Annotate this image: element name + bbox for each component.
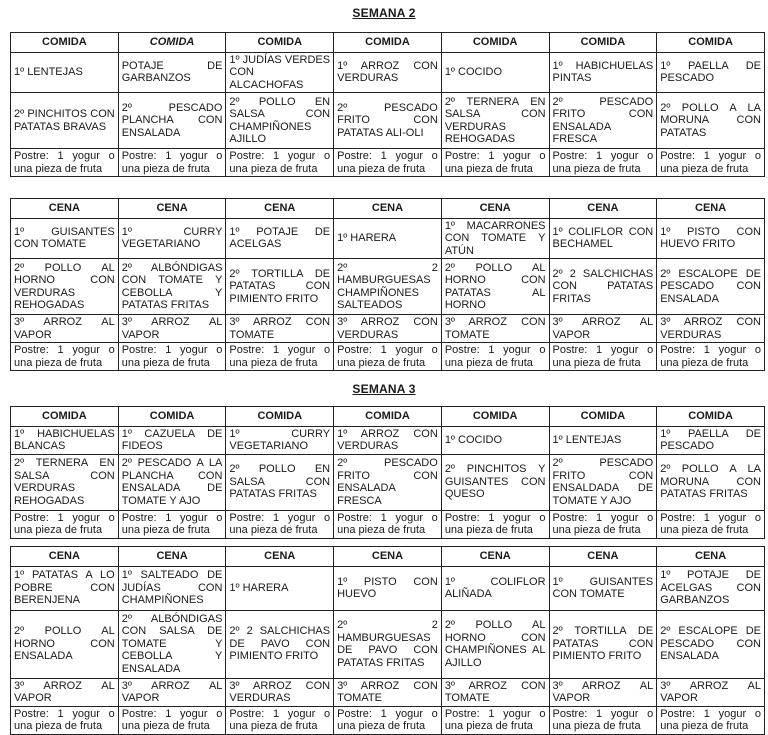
table-row <box>11 93 765 149</box>
menu-cell: Postre: 1 yogur o una pieza de fruta <box>118 510 226 538</box>
menu-cell: 2º TORTILLA DE PATATAS CON PIMIENTO FRITO <box>226 259 334 315</box>
table-row <box>11 343 765 371</box>
menu-cell: 1º LENTEJAS <box>11 52 119 93</box>
menu-cell: Postre: 1 yogur o una pieza de fruta <box>549 706 657 734</box>
menu-cell: Postre: 1 yogur o una pieza de fruta <box>118 706 226 734</box>
menu-cell: 3º ARROZ CON TOMATE <box>441 315 549 343</box>
week-3-cena-table <box>10 546 765 735</box>
table-row <box>11 52 765 93</box>
menu-cell: 2º PINCHITOS Y GUISANTES CON QUESO <box>441 454 549 510</box>
menu-cell: 1º PISTO CON HUEVO <box>334 566 442 610</box>
column-header: CENA <box>334 199 442 219</box>
week-2-comida-table <box>10 32 765 177</box>
menu-cell: 2º PESCADO PLANCHA CON ENSALADA <box>118 93 226 149</box>
column-header: CENA <box>226 547 334 567</box>
menu-cell: 2º PESCADO FRITO CON ENSALADA FRESCA <box>549 93 657 149</box>
menu-cell: 2º ESCALOPE DE PESCADO CON ENSALADA <box>657 610 765 678</box>
menu-cell: Postre: 1 yogur o una pieza de fruta <box>226 149 334 177</box>
menu-cell: 1º PISTO CON HUEVO FRITO <box>657 218 765 259</box>
table-row <box>11 566 765 610</box>
header-row <box>11 199 765 219</box>
menu-cell: 3º ARROZ CON VERDURAS <box>226 678 334 706</box>
week-3-comida-table <box>10 406 765 539</box>
column-header: CENA <box>226 199 334 219</box>
menu-cell: 2º POLLO EN SALSA CON PATATAS FRITAS <box>226 454 334 510</box>
table-row <box>11 315 765 343</box>
menu-cell: 1º COCIDO <box>441 426 549 454</box>
menu-cell: Postre: 1 yogur o una pieza de fruta <box>441 510 549 538</box>
menu-cell: 1º POTAJE DE ACELGAS <box>226 218 334 259</box>
menu-cell: 1º CURRY VEGETARIANO <box>226 426 334 454</box>
menu-cell: 1º COLIFLOR ALIÑADA <box>441 566 549 610</box>
menu-cell: 3º ARROZ CON VERDURAS <box>334 315 442 343</box>
menu-cell: Postre: 1 yogur o una pieza de fruta <box>549 149 657 177</box>
menu-cell: 3º ARROZ AL VAPOR <box>11 315 119 343</box>
header-row <box>11 33 765 53</box>
menu-cell: Postre: 1 yogur o una pieza de fruta <box>11 510 119 538</box>
menu-cell: 1º PAELLA DE PESCADO <box>657 52 765 93</box>
table-row <box>11 510 765 538</box>
table-row <box>11 218 765 259</box>
menu-cell: 2º TERNERA EN SALSA CON VERDURAS REHOGADAS <box>11 454 119 510</box>
menu-cell: Postre: 1 yogur o una pieza de fruta <box>657 343 765 371</box>
menu-cell: 3º ARROZ AL VAPOR <box>11 678 119 706</box>
menu-cell: 2º PINCHITOS CON PATATAS BRAVAS <box>11 93 119 149</box>
menu-cell: 2º PESCADO A LA PLANCHA CON ENSALADA DE TOMATE Y AJO <box>118 454 226 510</box>
menu-cell: 3º ARROZ AL VAPOR <box>549 315 657 343</box>
menu-cell: Postre: 1 yogur o una pieza de fruta <box>657 706 765 734</box>
menu-cell: 3º ARROZ CON VERDURAS <box>657 315 765 343</box>
menu-cell: 1º HABICHUELAS PINTAS <box>549 52 657 93</box>
column-header: CENA <box>118 547 226 567</box>
menu-cell: 2º POLLO EN SALSA CON CHAMPIÑONES AJILLO <box>226 93 334 149</box>
menu-cell: 2º POLLO AL HORNO CON ENSALADA <box>11 610 119 678</box>
menu-cell: Postre: 1 yogur o una pieza de fruta <box>334 149 442 177</box>
menu-cell: 3º ARROZ CON TOMATE <box>441 678 549 706</box>
menu-cell: 2º PESCADO FRITO CON ENSALADA FRESCA <box>334 454 442 510</box>
column-header: CENA <box>657 199 765 219</box>
menu-cell: 2º ESCALOPE DE PESCADO CON ENSALADA <box>657 259 765 315</box>
column-header: COMIDA <box>11 33 119 53</box>
column-header: CENA <box>11 547 119 567</box>
column-header: COMIDA <box>118 33 226 53</box>
column-header: CENA <box>549 547 657 567</box>
menu-cell: Postre: 1 yogur o una pieza de fruta <box>118 343 226 371</box>
column-header: CENA <box>118 199 226 219</box>
menu-cell: 1º HARERA <box>226 566 334 610</box>
menu-cell: 1º ARROZ CON VERDURAS <box>334 52 442 93</box>
table-row <box>11 426 765 454</box>
menu-cell: POTAJE DE GARBANZOS <box>118 52 226 93</box>
menu-cell: 3º ARROZ AL VAPOR <box>549 678 657 706</box>
menu-cell: Postre: 1 yogur o una pieza de fruta <box>657 149 765 177</box>
menu-cell: 2º PESCADO FRITO CON ENSALDADA DE TOMATE Y AJO <box>549 454 657 510</box>
column-header: COMIDA <box>11 407 119 427</box>
menu-cell: Postre: 1 yogur o una pieza de fruta <box>334 510 442 538</box>
table-row <box>11 678 765 706</box>
menu-cell: Postre: 1 yogur o una pieza de fruta <box>549 510 657 538</box>
menu-cell: Postre: 1 yogur o una pieza de fruta <box>226 706 334 734</box>
menu-cell: 1º GUISANTES CON TOMATE <box>11 218 119 259</box>
menu-cell: 1º JUDÍAS VERDES CON ALCACHOFAS <box>226 52 334 93</box>
table-row <box>11 259 765 315</box>
column-header: COMIDA <box>441 407 549 427</box>
menu-cell: 2º TERNERA EN SALSA CON VERDURAS REHOGADAS <box>441 93 549 149</box>
menu-cell: 1º GUISANTES CON TOMATE <box>549 566 657 610</box>
menu-cell: 2º TORTILLA DE PATATAS CON PIMIENTO FRITO <box>549 610 657 678</box>
menu-cell: 1º SALTEADO DE JUDÍAS CON CHAMPIÑONES <box>118 566 226 610</box>
column-header: CENA <box>441 199 549 219</box>
menu-cell: Postre: 1 yogur o una pieza de fruta <box>549 343 657 371</box>
column-header: COMIDA <box>118 407 226 427</box>
table-row <box>11 149 765 177</box>
menu-cell: 3º ARROZ AL VAPOR <box>118 678 226 706</box>
menu-cell: 2º PESCADO FRITO CON PATATAS ALI-OLI <box>334 93 442 149</box>
menu-cell: 2º 2 HAMBURGUESAS DE PAVO CON PATATAS FRITAS <box>334 610 442 678</box>
menu-cell: Postre: 1 yogur o una pieza de fruta <box>334 706 442 734</box>
column-header: COMIDA <box>334 407 442 427</box>
menu-cell: 3º ARROZ AL VAPOR <box>118 315 226 343</box>
menu-cell: 3º ARROZ CON TOMATE <box>334 678 442 706</box>
header-row <box>11 407 765 427</box>
menu-cell: Postre: 1 yogur o una pieza de fruta <box>334 343 442 371</box>
column-header: COMIDA <box>657 33 765 53</box>
menu-cell: 2º POLLO AL HORNO CON PATATAS AL HORNO <box>441 259 549 315</box>
table-row <box>11 706 765 734</box>
menu-cell: 1º POTAJE DE ACELGAS CON GARBANZOS <box>657 566 765 610</box>
menu-cell: 2º 2 SALCHICHAS CON PATATAS FRITAS <box>549 259 657 315</box>
week-3-title: SEMANA 3 <box>352 382 416 396</box>
menu-cell: 2º ALBÓNDIGAS CON TOMATE Y CEBOLLA Y PATATAS FRITAS <box>118 259 226 315</box>
menu-cell: Postre: 1 yogur o una pieza de fruta <box>11 149 119 177</box>
week-2-cena-table <box>10 198 765 371</box>
menu-cell: 3º ARROZ AL VAPOR <box>657 678 765 706</box>
menu-cell: Postre: 1 yogur o una pieza de fruta <box>657 510 765 538</box>
column-header: CENA <box>334 547 442 567</box>
column-header: COMIDA <box>549 33 657 53</box>
menu-cell: 2º POLLO AL HORNO CON CHAMPIÑONES AL AJILLO <box>441 610 549 678</box>
menu-cell: Postre: 1 yogur o una pieza de fruta <box>226 510 334 538</box>
column-header: CENA <box>441 547 549 567</box>
week-2-title: SEMANA 2 <box>352 6 416 20</box>
menu-cell: 1º HARERA <box>334 218 442 259</box>
menu-cell: Postre: 1 yogur o una pieza de fruta <box>226 343 334 371</box>
menu-cell: 1º HABICHUELAS BLANCAS <box>11 426 119 454</box>
column-header: CENA <box>657 547 765 567</box>
menu-cell: 1º COLIFLOR CON BECHAMEL <box>549 218 657 259</box>
menu-cell: 2º POLLO A LA MORUNA CON PATATAS FRITAS <box>657 454 765 510</box>
menu-cell: Postre: 1 yogur o una pieza de fruta <box>441 149 549 177</box>
menu-cell: Postre: 1 yogur o una pieza de fruta <box>118 149 226 177</box>
menu-cell: 3º ARROZ CON TOMATE <box>226 315 334 343</box>
column-header: CENA <box>549 199 657 219</box>
menu-cell: 1º MACARRONES CON TOMATE Y ATÚN <box>441 218 549 259</box>
menu-cell: Postre: 1 yogur o una pieza de fruta <box>11 343 119 371</box>
column-header: COMIDA <box>334 33 442 53</box>
menu-cell: 1º COCIDO <box>441 52 549 93</box>
menu-cell: 2º ALBÓNDIGAS CON SALSA DE TOMATE Y CEBOLLA Y ENSALADA <box>118 610 226 678</box>
menu-cell: 1º ARROZ CON VERDURAS <box>334 426 442 454</box>
menu-cell: 2º 2 HAMBURGUESAS CHAMPIÑONES SALTEADOS <box>334 259 442 315</box>
column-header: COMIDA <box>549 407 657 427</box>
menu-cell: 2º POLLO AL HORNO CON VERDURAS REHOGADAS <box>11 259 119 315</box>
table-row <box>11 610 765 678</box>
menu-cell: 1º CURRY VEGETARIANO <box>118 218 226 259</box>
column-header: COMIDA <box>226 33 334 53</box>
column-header: COMIDA <box>226 407 334 427</box>
menu-cell: Postre: 1 yogur o una pieza de fruta <box>11 706 119 734</box>
menu-cell: 1º PAELLA DE PESCADO <box>657 426 765 454</box>
menu-cell: 2º 2 SALCHICHAS DE PAVO CON PIMIENTO FRITO <box>226 610 334 678</box>
column-header: COMIDA <box>657 407 765 427</box>
menu-cell: 1º LENTEJAS <box>549 426 657 454</box>
menu-cell: 1º PATATAS A LO POBRE CON BERENJENA <box>11 566 119 610</box>
header-row <box>11 547 765 567</box>
column-header: CENA <box>11 199 119 219</box>
menu-cell: 2º POLLO A LA MORUNA CON PATATAS <box>657 93 765 149</box>
table-row <box>11 454 765 510</box>
menu-cell: Postre: 1 yogur o una pieza de fruta <box>441 706 549 734</box>
menu-cell: 1º CAZUELA DE FIDEOS <box>118 426 226 454</box>
menu-cell: Postre: 1 yogur o una pieza de fruta <box>441 343 549 371</box>
column-header: COMIDA <box>441 33 549 53</box>
